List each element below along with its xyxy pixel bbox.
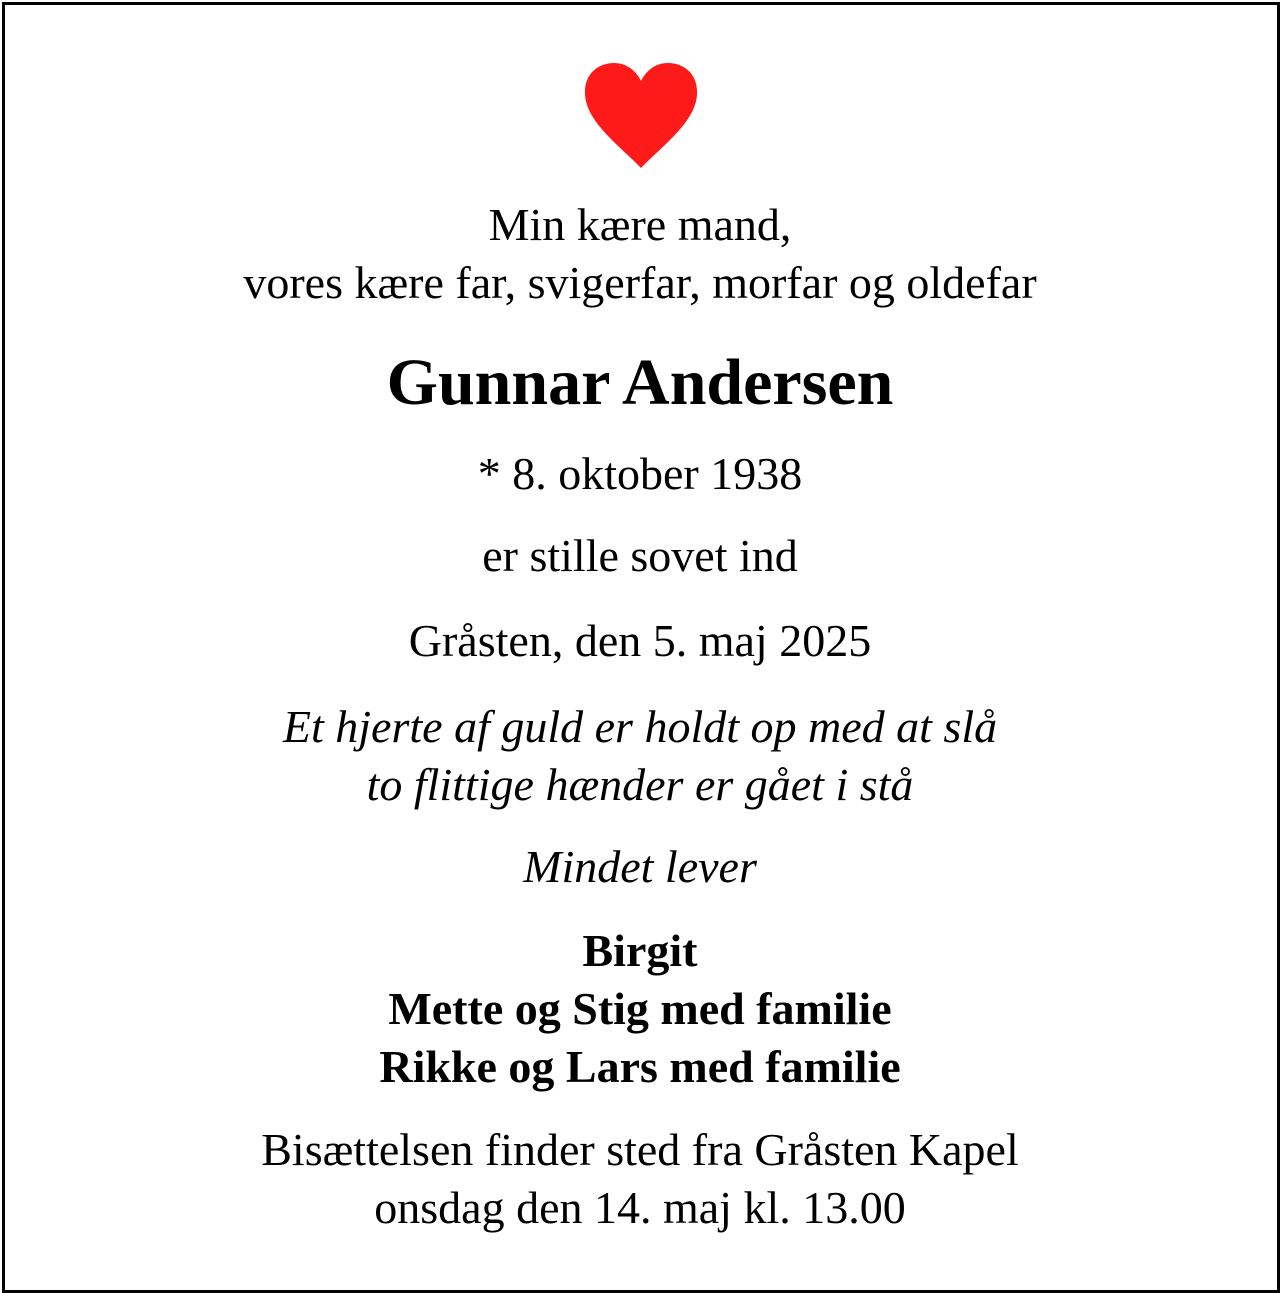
passed-away-text: er stille sovet ind bbox=[482, 530, 798, 581]
birth-date: * 8. oktober 1938 bbox=[477, 448, 803, 499]
family-member: Birgit bbox=[582, 925, 698, 976]
place-and-date: Gråsten, den 5. maj 2025 bbox=[408, 615, 872, 666]
heart-icon bbox=[582, 60, 700, 170]
memory-text: Mindet lever bbox=[523, 841, 757, 892]
heart-shape bbox=[585, 63, 697, 168]
deceased-name: Gunnar Andersen bbox=[386, 346, 894, 419]
family-member: Rikke og Lars med familie bbox=[379, 1041, 901, 1092]
family-member: Mette og Stig med familie bbox=[388, 983, 892, 1034]
verse-line-1: Et hjerte af guld er holdt op med at slå bbox=[282, 701, 998, 752]
intro-line-1: Min kære mand, bbox=[488, 199, 792, 250]
funeral-info-line-1: Bisættelsen finder sted fra Gråsten Kapel bbox=[261, 1124, 1019, 1175]
verse-line-2: to flittige hænder er gået i stå bbox=[366, 759, 914, 810]
funeral-info-line-2: onsdag den 14. maj kl. 13.00 bbox=[374, 1182, 906, 1233]
intro-line-2: vores kære far, svigerfar, morfar og oldefar bbox=[243, 257, 1037, 308]
